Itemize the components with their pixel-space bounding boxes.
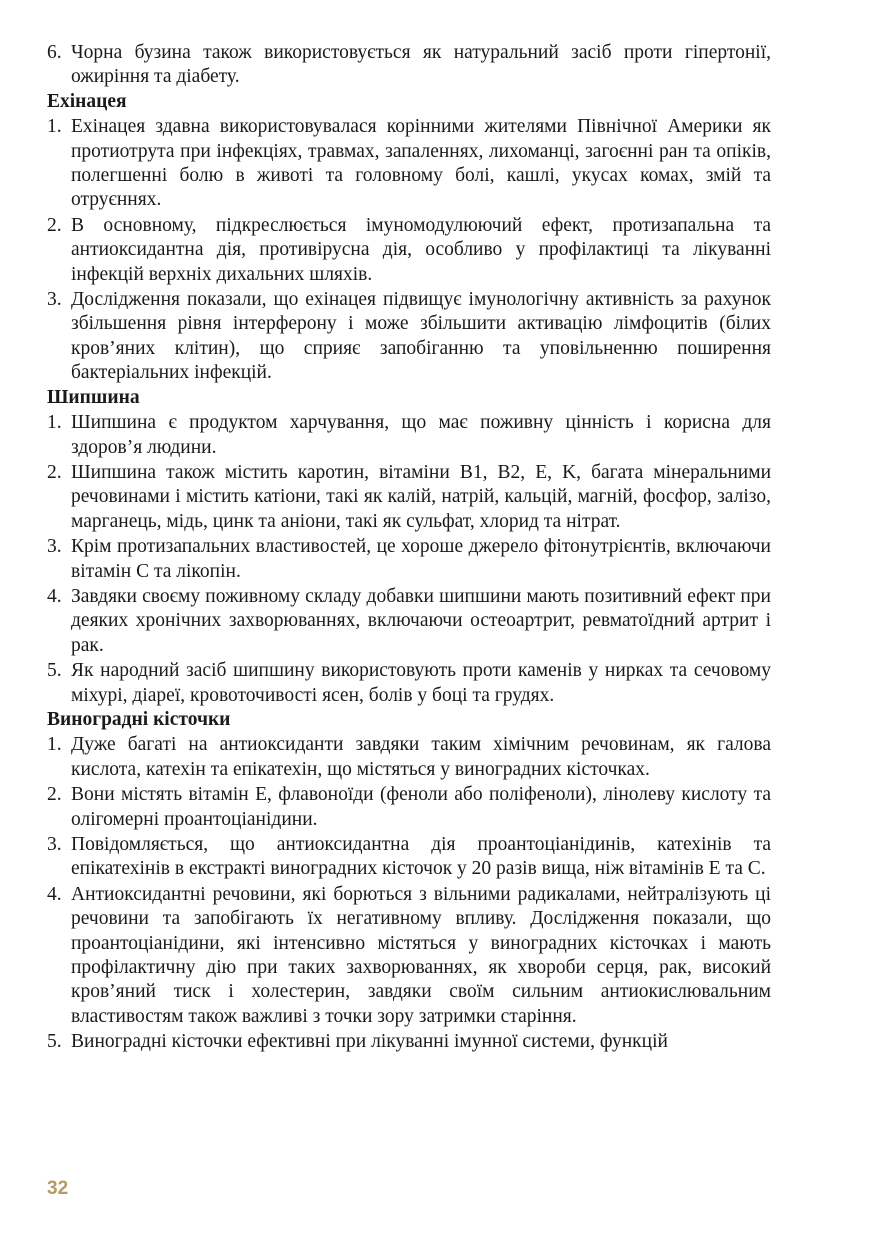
item-text: Шипшина також містить каротин, вітаміни B1, B2, E, K, багата мінеральними речовинами і містить катіони, такі як калій, натрій, кальцій, магній, фосфор, залізо, марганець, мідь, цинк та аніони, такі як сульфат, хлорид та нітрат. xyxy=(71,461,771,532)
list-item xyxy=(47,288,771,386)
item-text: Чорна бузина також використовується як натуральний засіб проти гіпертонії, ожиріння та діабету. xyxy=(71,42,771,88)
page-content xyxy=(47,40,771,1055)
item-number: 1. xyxy=(47,412,62,434)
item-number: 2. xyxy=(47,461,62,483)
list-item xyxy=(47,585,771,658)
list-item xyxy=(47,733,771,782)
item-number: 5. xyxy=(47,1031,62,1053)
section-title: Виноградні кісточки xyxy=(47,708,231,730)
item-number: 1. xyxy=(47,734,62,756)
item-text: Шипшина є продуктом харчування, що має поживну цінність і корисна для здоров’я людини. xyxy=(71,412,771,458)
item-number: 6. xyxy=(47,42,62,63)
item-text: Ехінацея здавна використовувалася корінними жителями Північної Америки як протиотрута при інфекціях, травмах, запаленнях, лихоманці, загоєнні ран та опіків, полегшенні болю в животі та головному болі, кашлі, укусах комах, змій та отруєннях. xyxy=(71,116,771,211)
list-item xyxy=(47,411,771,460)
item-number: 3. xyxy=(47,536,62,558)
item-number: 1. xyxy=(47,116,62,138)
item-number: 4. xyxy=(47,883,62,905)
item-number: 2. xyxy=(47,784,62,806)
list-item xyxy=(47,214,771,287)
item-text: Повідомляється, що антиоксидантна дія проантоціанідинів, катехінів та епікатехінів в екстракті виноградних кісточок у 20 разів вища, ніж вітамінів E та C. xyxy=(71,834,771,880)
item-text: Вони містять вітамін E, флавоноїди (феноли або поліфеноли), лінолеву кислоту та олігомерні проантоціанідини. xyxy=(71,784,771,830)
section-grape-seeds xyxy=(47,708,771,1055)
item-text: Як народний засіб шипшину використовують проти каменів у нирках та сечовому міхурі, діареї, кровоточивості ясен, болів у боці та грудях. xyxy=(71,660,771,706)
list-item-continuation xyxy=(47,41,771,90)
item-text: Виноградні кісточки ефективні при лікуванні імунної системи, функцій xyxy=(71,1031,668,1053)
item-text: Дослідження показали, що ехінацея підвищує імунологічну активність за рахунок збільшення рівня інтерферону і може збільшити активацію лімфоцитів (білих кров’яних клітин), що сприяє запобіганню та уповільненню поширення бактеріальних інфекцій. xyxy=(71,289,771,384)
item-text: Дуже багаті на антиоксиданти завдяки таким хімічним речовинам, як галова кислота, катехін та епікатехін, що містяться у виноградних кісточках. xyxy=(71,734,771,780)
section-title: Шипшина xyxy=(47,386,140,408)
list-item xyxy=(47,115,771,213)
list-item xyxy=(47,461,771,534)
section-title: Ехінацея xyxy=(47,90,127,112)
item-number: 5. xyxy=(47,660,62,682)
page-number: 32 xyxy=(47,1178,69,1199)
list-item xyxy=(47,883,771,1029)
section-echinacea xyxy=(47,90,771,386)
item-text: Завдяки своєму поживному складу добавки шипшини мають позитивний ефект при деяких хронічних захворюваннях, включаючи остеоартрит, ревматоїдний артрит і рак. xyxy=(71,585,771,656)
item-number: 4. xyxy=(47,585,62,607)
list-item xyxy=(47,659,771,708)
list-item xyxy=(47,783,771,832)
list-item xyxy=(47,1030,771,1054)
list-item xyxy=(47,833,771,882)
list-item xyxy=(47,535,771,584)
item-text: Крім протизапальних властивостей, це хороше джерело фітонутрієнтів, включаючи вітамін С та лікопін. xyxy=(71,536,771,582)
item-number: 2. xyxy=(47,214,62,236)
section-rosehip xyxy=(47,386,771,708)
item-number: 3. xyxy=(47,289,62,311)
item-text: В основному, підкреслюється імуномодулюючий ефект, протизапальна та антиоксидантна дія, противірусна дія, особливо у профілактиці та лікуванні інфекцій верхніх дихальних шляхів. xyxy=(71,214,771,285)
item-text: Антиоксидантні речовини, які борються з вільними радикалами, нейтралізують ці речовини та запобігають їх негативному впливу. Дослідження показали, що проантоціанідини, які інтенсивно містяться у виноградних кісточках і мають профілактичну дію при таких захворюваннях, як хвороби серця, рак, високий кров’яний тиск і холестерин, завдяки своїм сильним антиокислювальним властивостям також важливі з точки зору затримки старіння. xyxy=(71,883,771,1027)
item-number: 3. xyxy=(47,834,62,855)
